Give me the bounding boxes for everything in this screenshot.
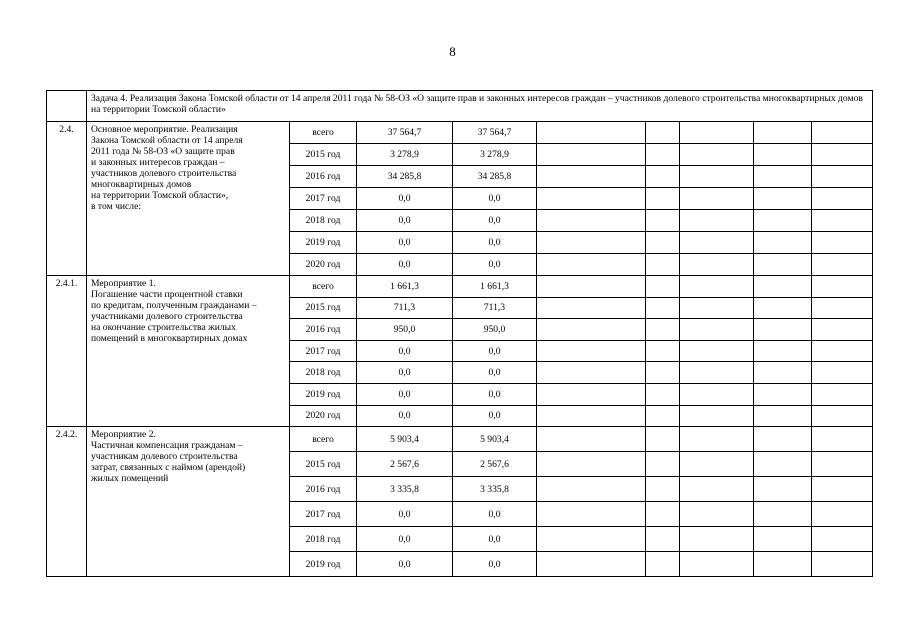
regional-budget-cell: 3 335,8 — [453, 477, 537, 502]
regional-budget-cell: 0,0 — [453, 254, 537, 276]
empty-cell — [680, 232, 754, 254]
empty-cell — [537, 362, 646, 384]
empty-cell — [646, 427, 680, 452]
total-amount-cell: 0,0 — [357, 552, 453, 577]
measure-number: 2.4.1. — [47, 276, 87, 427]
description-line: участникам долевого строительства — [91, 451, 238, 463]
table-row — [47, 276, 873, 298]
empty-cell — [646, 297, 680, 319]
empty-cell — [537, 405, 646, 427]
description-line: на территории Томской области», — [91, 190, 229, 201]
empty-cell — [537, 232, 646, 254]
empty-cell — [537, 477, 646, 502]
empty-cell — [537, 144, 646, 166]
regional-budget-cell: 0,0 — [453, 340, 537, 362]
period-cell: всего — [290, 122, 357, 144]
description-line: и законных интересов граждан – — [91, 157, 225, 168]
empty-cell — [537, 340, 646, 362]
total-amount-cell: 3 335,8 — [357, 477, 453, 502]
total-amount-cell: 0,0 — [357, 210, 453, 232]
empty-cell — [646, 232, 680, 254]
measure-description — [87, 276, 290, 427]
period-cell: 2018 год — [290, 527, 357, 552]
empty-cell — [646, 477, 680, 502]
empty-cell — [754, 383, 812, 405]
task-number-cell — [47, 91, 87, 122]
total-amount-cell: 0,0 — [357, 188, 453, 210]
description-line: 2011 года № 58-ОЗ «О защите прав — [91, 146, 235, 157]
empty-cell — [680, 405, 754, 427]
empty-cell — [812, 144, 873, 166]
empty-cell — [680, 362, 754, 384]
empty-cell — [646, 319, 680, 341]
empty-cell — [680, 276, 754, 298]
empty-cell — [812, 340, 873, 362]
empty-cell — [812, 405, 873, 427]
empty-cell — [754, 254, 812, 276]
period-cell: 2019 год — [290, 232, 357, 254]
empty-cell — [754, 502, 812, 527]
table-row — [47, 427, 873, 452]
empty-cell — [812, 166, 873, 188]
measure-description — [87, 427, 290, 577]
total-amount-cell: 0,0 — [357, 527, 453, 552]
total-amount-cell: 0,0 — [357, 232, 453, 254]
empty-cell — [537, 254, 646, 276]
empty-cell — [812, 276, 873, 298]
table-row — [47, 122, 873, 144]
regional-budget-cell: 0,0 — [453, 362, 537, 384]
empty-cell — [680, 427, 754, 452]
total-amount-cell: 0,0 — [357, 502, 453, 527]
empty-cell — [646, 527, 680, 552]
empty-cell — [754, 122, 812, 144]
total-amount-cell: 0,0 — [357, 362, 453, 384]
empty-cell — [812, 383, 873, 405]
total-amount-cell: 5 903,4 — [357, 427, 453, 452]
empty-cell — [537, 188, 646, 210]
empty-cell — [680, 477, 754, 502]
empty-cell — [812, 232, 873, 254]
empty-cell — [754, 552, 812, 577]
regional-budget-cell: 711,3 — [453, 297, 537, 319]
total-amount-cell: 711,3 — [357, 297, 453, 319]
description-line: затрат, связанных с наймом (арендой) — [91, 462, 246, 474]
empty-cell — [812, 527, 873, 552]
empty-cell — [754, 232, 812, 254]
total-amount-cell: 0,0 — [357, 254, 453, 276]
empty-cell — [812, 122, 873, 144]
period-cell: 2017 год — [290, 340, 357, 362]
description-line: многоквартирных домов — [91, 179, 192, 190]
total-amount-cell: 0,0 — [357, 405, 453, 427]
description-line: Мероприятие 1. — [91, 278, 156, 289]
empty-cell — [646, 362, 680, 384]
description-line: участников долевого строительства — [91, 168, 237, 179]
empty-cell — [646, 210, 680, 232]
total-amount-cell: 34 285,8 — [357, 166, 453, 188]
empty-cell — [646, 340, 680, 362]
description-line: по кредитам, полученным гражданами – — [91, 300, 257, 311]
empty-cell — [680, 254, 754, 276]
period-cell: 2015 год — [290, 144, 357, 166]
description-line: помещений в многоквартирных домах — [91, 333, 248, 344]
total-amount-cell: 0,0 — [357, 383, 453, 405]
empty-cell — [754, 452, 812, 477]
empty-cell — [680, 527, 754, 552]
empty-cell — [537, 502, 646, 527]
empty-cell — [537, 552, 646, 577]
regional-budget-cell: 950,0 — [453, 319, 537, 341]
empty-cell — [680, 188, 754, 210]
empty-cell — [812, 254, 873, 276]
empty-cell — [537, 276, 646, 298]
task-header-row — [47, 91, 873, 122]
empty-cell — [646, 276, 680, 298]
empty-cell — [646, 552, 680, 577]
empty-cell — [754, 427, 812, 452]
empty-cell — [537, 319, 646, 341]
empty-cell — [646, 122, 680, 144]
empty-cell — [537, 210, 646, 232]
empty-cell — [680, 340, 754, 362]
description-line: Погашение части процентной ставки — [91, 289, 243, 300]
measure-number: 2.4.2. — [47, 427, 87, 577]
empty-cell — [646, 502, 680, 527]
empty-cell — [754, 297, 812, 319]
regional-budget-cell: 0,0 — [453, 552, 537, 577]
regional-budget-cell: 34 285,8 — [453, 166, 537, 188]
empty-cell — [646, 188, 680, 210]
total-amount-cell: 3 278,9 — [357, 144, 453, 166]
empty-cell — [537, 122, 646, 144]
period-cell: 2019 год — [290, 552, 357, 577]
period-cell: 2015 год — [290, 452, 357, 477]
empty-cell — [754, 477, 812, 502]
total-amount-cell: 0,0 — [357, 340, 453, 362]
total-amount-cell: 37 564,7 — [357, 122, 453, 144]
empty-cell — [754, 276, 812, 298]
empty-cell — [754, 527, 812, 552]
period-cell: 2020 год — [290, 405, 357, 427]
empty-cell — [812, 552, 873, 577]
empty-cell — [537, 427, 646, 452]
regional-budget-cell: 0,0 — [453, 232, 537, 254]
empty-cell — [754, 144, 812, 166]
regional-budget-cell: 5 903,4 — [453, 427, 537, 452]
empty-cell — [537, 452, 646, 477]
empty-cell — [646, 144, 680, 166]
empty-cell — [680, 297, 754, 319]
empty-cell — [680, 319, 754, 341]
regional-budget-cell: 2 567,6 — [453, 452, 537, 477]
empty-cell — [680, 452, 754, 477]
empty-cell — [680, 122, 754, 144]
total-amount-cell: 1 661,3 — [357, 276, 453, 298]
regional-budget-cell: 0,0 — [453, 405, 537, 427]
empty-cell — [537, 297, 646, 319]
empty-cell — [646, 166, 680, 188]
regional-budget-cell: 1 661,3 — [453, 276, 537, 298]
empty-cell — [754, 210, 812, 232]
total-amount-cell: 2 567,6 — [357, 452, 453, 477]
description-line: в том числе: — [91, 201, 142, 212]
period-cell: 2018 год — [290, 210, 357, 232]
empty-cell — [646, 254, 680, 276]
period-cell: 2020 год — [290, 254, 357, 276]
empty-cell — [754, 166, 812, 188]
description-line: Частичная компенсация гражданам – — [91, 440, 243, 452]
regional-budget-cell: 0,0 — [453, 210, 537, 232]
empty-cell — [812, 188, 873, 210]
empty-cell — [680, 502, 754, 527]
task-header: Задача 4. Реализация Закона Томской области от 14 апреля 2011 года № 58-ОЗ «О защите прав и законных интересов граждан – участников долевого строительства многоквартирных домов на территории Томской области» — [87, 91, 873, 122]
period-cell: всего — [290, 276, 357, 298]
page-number: 8 — [449, 44, 456, 59]
empty-cell — [646, 405, 680, 427]
period-cell: 2019 год — [290, 383, 357, 405]
description-line: жилых помещений — [91, 473, 169, 485]
empty-cell — [812, 452, 873, 477]
empty-cell — [754, 319, 812, 341]
empty-cell — [754, 362, 812, 384]
description-line: на окончание строительства жилых — [91, 322, 236, 333]
period-cell: 2016 год — [290, 477, 357, 502]
empty-cell — [537, 527, 646, 552]
empty-cell — [754, 188, 812, 210]
regional-budget-cell: 0,0 — [453, 502, 537, 527]
description-line: Мероприятие 2. — [91, 429, 156, 441]
empty-cell — [680, 144, 754, 166]
empty-cell — [812, 297, 873, 319]
period-cell: 2016 год — [290, 166, 357, 188]
period-cell: 2015 год — [290, 297, 357, 319]
regional-budget-cell: 37 564,7 — [453, 122, 537, 144]
regional-budget-cell: 3 278,9 — [453, 144, 537, 166]
empty-cell — [754, 405, 812, 427]
empty-cell — [537, 383, 646, 405]
regional-budget-cell: 0,0 — [453, 383, 537, 405]
description-line: Закона Томской области от 14 апреля — [91, 135, 243, 146]
empty-cell — [754, 340, 812, 362]
period-cell: всего — [290, 427, 357, 452]
period-cell: 2017 год — [290, 502, 357, 527]
empty-cell — [812, 502, 873, 527]
empty-cell — [646, 452, 680, 477]
empty-cell — [646, 383, 680, 405]
empty-cell — [812, 210, 873, 232]
measure-number: 2.4. — [47, 122, 87, 276]
empty-cell — [680, 552, 754, 577]
regional-budget-cell: 0,0 — [453, 527, 537, 552]
empty-cell — [812, 427, 873, 452]
description-line: Основное мероприятие. Реализация — [91, 124, 238, 135]
empty-cell — [680, 383, 754, 405]
program-table — [46, 90, 873, 577]
period-cell: 2016 год — [290, 319, 357, 341]
regional-budget-cell: 0,0 — [453, 188, 537, 210]
empty-cell — [680, 210, 754, 232]
empty-cell — [812, 319, 873, 341]
empty-cell — [812, 477, 873, 502]
measure-description — [87, 122, 290, 276]
empty-cell — [537, 166, 646, 188]
empty-cell — [680, 166, 754, 188]
period-cell: 2018 год — [290, 362, 357, 384]
period-cell: 2017 год — [290, 188, 357, 210]
total-amount-cell: 950,0 — [357, 319, 453, 341]
description-line: участниками долевого строительства — [91, 311, 243, 322]
empty-cell — [812, 362, 873, 384]
